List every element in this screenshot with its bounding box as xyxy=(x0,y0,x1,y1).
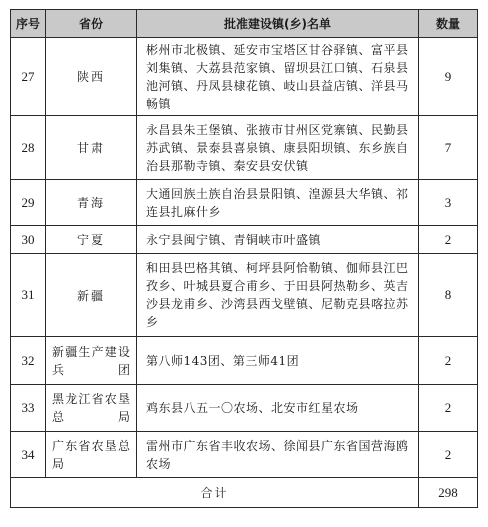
row-province: 新疆生产建设兵团 xyxy=(46,337,137,385)
row-seq: 32 xyxy=(11,337,46,385)
header-seq: 序号 xyxy=(11,10,46,38)
total-label: 合计 xyxy=(11,478,419,508)
row-seq: 33 xyxy=(11,385,46,432)
row-province: 新疆 xyxy=(46,254,137,337)
row-province: 青海 xyxy=(46,180,137,226)
row-province: 黑龙江省农垦总局 xyxy=(46,385,137,432)
row-count: 3 xyxy=(419,180,478,226)
total-row xyxy=(11,478,478,508)
row-province: 甘肃 xyxy=(46,116,137,180)
table-row xyxy=(11,38,478,116)
row-seq: 34 xyxy=(11,432,46,478)
row-count: 7 xyxy=(419,116,478,180)
table-row xyxy=(11,385,478,432)
row-count: 8 xyxy=(419,254,478,337)
header-province: 省份 xyxy=(46,10,137,38)
row-towns: 永宁县闽宁镇、青铜峡市叶盛镇 xyxy=(137,226,419,254)
table-row xyxy=(11,432,478,478)
table-header-row xyxy=(11,10,478,38)
row-count: 2 xyxy=(419,226,478,254)
row-province: 陕西 xyxy=(46,38,137,116)
row-towns: 鸡东县八五一〇农场、北安市红星农场 xyxy=(137,385,419,432)
total-count: 298 xyxy=(419,478,478,508)
row-count: 2 xyxy=(419,385,478,432)
row-towns: 永昌县朱王堡镇、张掖市甘州区党寨镇、民勤县苏武镇、景泰县喜泉镇、康县阳坝镇、东乡族自治县那勒寺镇、秦安县安伏镇 xyxy=(137,116,419,180)
table-row xyxy=(11,226,478,254)
row-seq: 29 xyxy=(11,180,46,226)
row-towns: 第八师143团、第三师41团 xyxy=(137,337,419,385)
row-count: 9 xyxy=(419,38,478,116)
header-towns: 批准建设镇(乡)名单 xyxy=(137,10,419,38)
row-seq: 30 xyxy=(11,226,46,254)
row-towns: 大通回族土族自治县景阳镇、湟源县大华镇、祁连县扎麻什乡 xyxy=(137,180,419,226)
table-row xyxy=(11,180,478,226)
town-list-table xyxy=(10,9,478,508)
row-towns: 彬州市北极镇、延安市宝塔区甘谷驿镇、富平县刘集镇、大荔县范家镇、留坝县江口镇、石泉县池河镇、丹凤县棣花镇、岐山县益店镇、洋县马畅镇 xyxy=(137,38,419,116)
row-province: 宁夏 xyxy=(46,226,137,254)
header-count: 数量 xyxy=(419,10,478,38)
row-seq: 31 xyxy=(11,254,46,337)
row-count: 2 xyxy=(419,432,478,478)
row-count: 2 xyxy=(419,337,478,385)
row-towns: 雷州市广东省丰收农场、徐闻县广东省国营海鸥农场 xyxy=(137,432,419,478)
row-province: 广东省农垦总局 xyxy=(46,432,137,478)
table-row xyxy=(11,254,478,337)
row-seq: 28 xyxy=(11,116,46,180)
row-seq: 27 xyxy=(11,38,46,116)
table-row xyxy=(11,337,478,385)
table-row xyxy=(11,116,478,180)
row-towns: 和田县巴格其镇、柯坪县阿恰勒镇、伽师县江巴孜乡、叶城县夏合甫乡、于田县阿热勒乡、英吉沙县龙甫乡、沙湾县西戈壁镇、尼勒克县喀拉苏乡 xyxy=(137,254,419,337)
